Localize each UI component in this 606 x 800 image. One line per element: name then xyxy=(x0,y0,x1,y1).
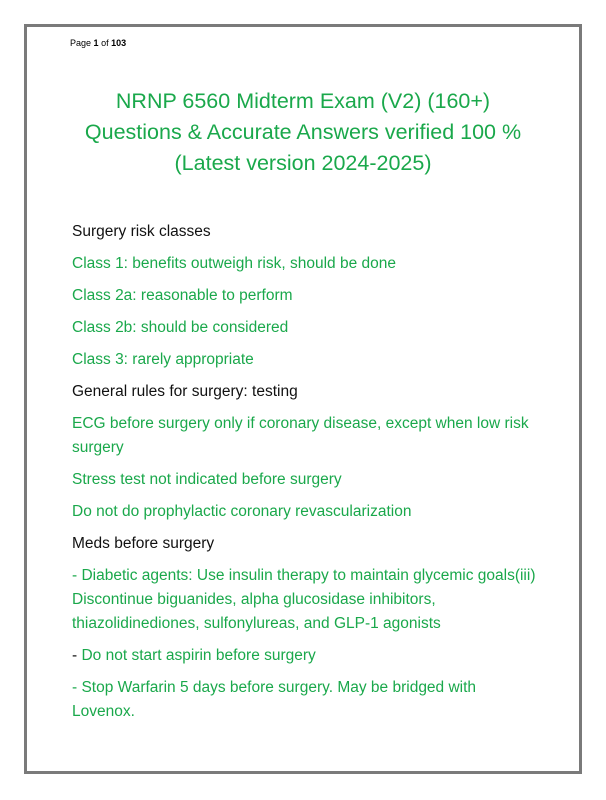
title-line-3: (Latest version 2024-2025) xyxy=(174,151,432,175)
answer-class-2a: Class 2a: reasonable to perform xyxy=(72,287,293,304)
answer-warfarin: - Stop Warfarin 5 days before surgery. May be bridged with Lovenox. xyxy=(72,679,477,720)
document-title xyxy=(40,86,566,179)
answer-stress-test: Stress test not indicated before surgery xyxy=(72,471,342,488)
section-heading-surgery-risk: Surgery risk classes xyxy=(72,223,211,240)
answer-class-1: Class 1: benefits outweigh risk, should be done xyxy=(72,255,396,272)
answer-aspirin-dash: - xyxy=(72,647,82,664)
section-heading-testing: General rules for surgery: testing xyxy=(72,383,298,400)
page-of: of xyxy=(101,38,109,48)
page-number xyxy=(70,38,126,48)
answer-aspirin-text: Do not start aspirin before surgery xyxy=(81,647,316,664)
page-current: 1 xyxy=(93,38,99,48)
document-body xyxy=(72,220,542,732)
title-line-1: NRNP 6560 Midterm Exam (V2) (160+) xyxy=(115,89,491,113)
answer-class-2b: Class 2b: should be considered xyxy=(72,319,289,336)
answer-aspirin xyxy=(72,644,542,668)
answer-class-3: Class 3: rarely appropriate xyxy=(72,351,254,368)
answer-ecg: ECG before surgery only if coronary disease, except when low risk surgery xyxy=(72,415,529,456)
page-total: 103 xyxy=(111,38,127,48)
answer-diabetic-agents: - Diabetic agents: Use insulin therapy to maintain glycemic goals(iii) Discontinue biguanides, alpha glucosidase inhibitors, thiazolidinediones, sulfonylureas, and GLP-1 agonists xyxy=(72,567,536,632)
answer-revascularization: Do not do prophylactic coronary revascularization xyxy=(72,503,412,520)
title-line-2: Questions & Accurate Answers verified 100 % xyxy=(84,120,522,144)
section-heading-meds: Meds before surgery xyxy=(72,535,215,552)
page-label: Page xyxy=(70,38,92,48)
